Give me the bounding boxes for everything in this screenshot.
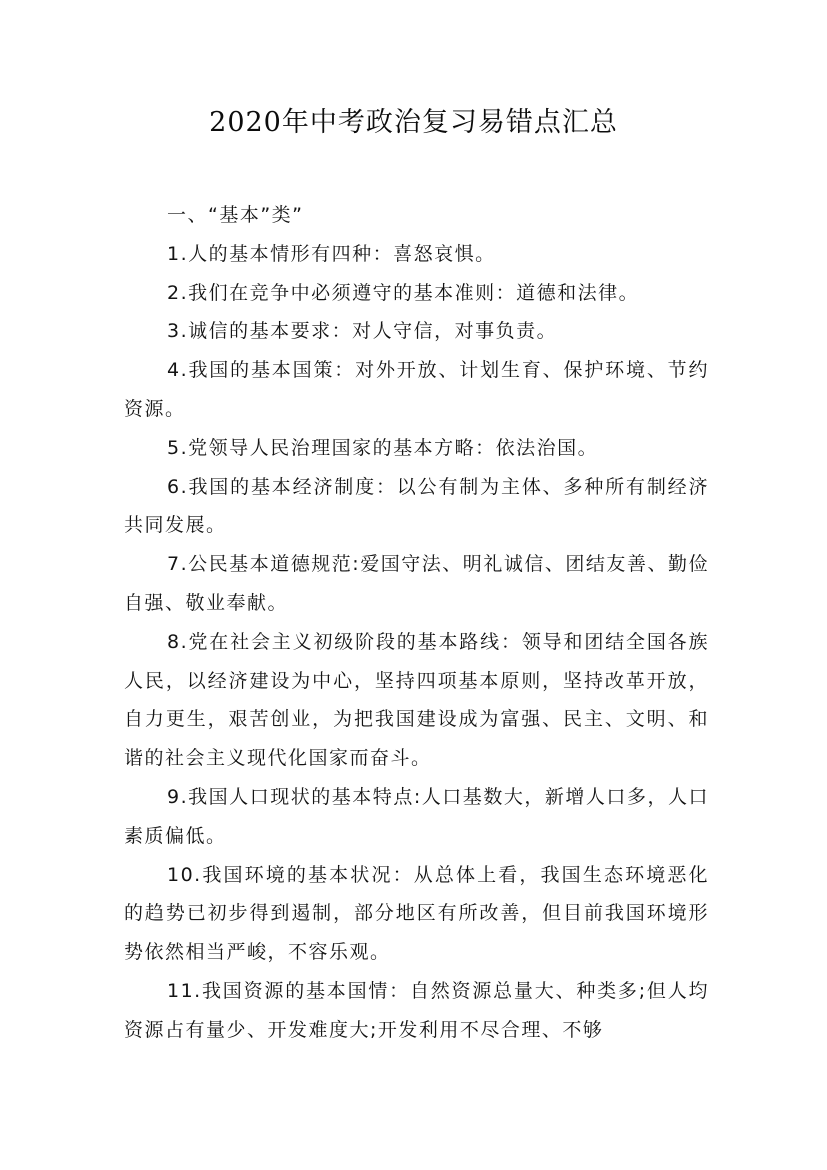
paragraph-5: 5.党领导人民治理国家的基本方略：依法治国。 <box>167 436 599 459</box>
paragraph-2: 2.我们在竞争中必须遵守的基本准则：道德和法律。 <box>167 281 640 304</box>
paragraph-4: 4.我国的基本国策：对外开放、计划生育、保护环境、节约资源。 <box>124 359 709 420</box>
paragraph-8: 8.党在社会主义初级阶段的基本路线：领导和团结全国各族人民，以经济建设为中心，坚持四项基本原则，坚持改革开放，自力更生，艰苦创业，为把我国建设成为富强、民主、文明、和谐的社会主义现代化国家而奋斗。 <box>124 630 709 770</box>
paragraph-1: 1.人的基本情形有四种：喜怒哀惧。 <box>167 242 496 265</box>
document-body <box>124 196 709 1050</box>
document-title: 2020年中考政治复习易错点汇总 <box>209 107 618 138</box>
paragraph-10: 10.我国环境的基本状况：从总体上看，我国生态环境恶化的趋势已初步得到遏制，部分地区有所改善，但目前我国环境形势依然相当严峻，不容乐观。 <box>124 863 709 964</box>
paragraph-7: 7.公民基本道德规范:爱国守法、明礼诚信、团结友善、勤俭自强、敬业奉献。 <box>124 553 709 614</box>
paragraph-6: 6.我国的基本经济制度：以公有制为主体、多种所有制经济共同发展。 <box>124 475 709 537</box>
section-heading: 一、“基本”类” <box>167 204 304 226</box>
paragraph-3: 3.诚信的基本要求：对人守信，对事负责。 <box>167 320 558 343</box>
paragraph-11: 11.我国资源的基本国情：自然资源总量大、种类多;但人均资源占有量少、开发难度大;开发利用不尽合理、不够 <box>124 979 709 1041</box>
paragraph-9: 9.我国人口现状的基本特点:人口基数大，新增人口多，人口素质偏低。 <box>124 785 709 847</box>
